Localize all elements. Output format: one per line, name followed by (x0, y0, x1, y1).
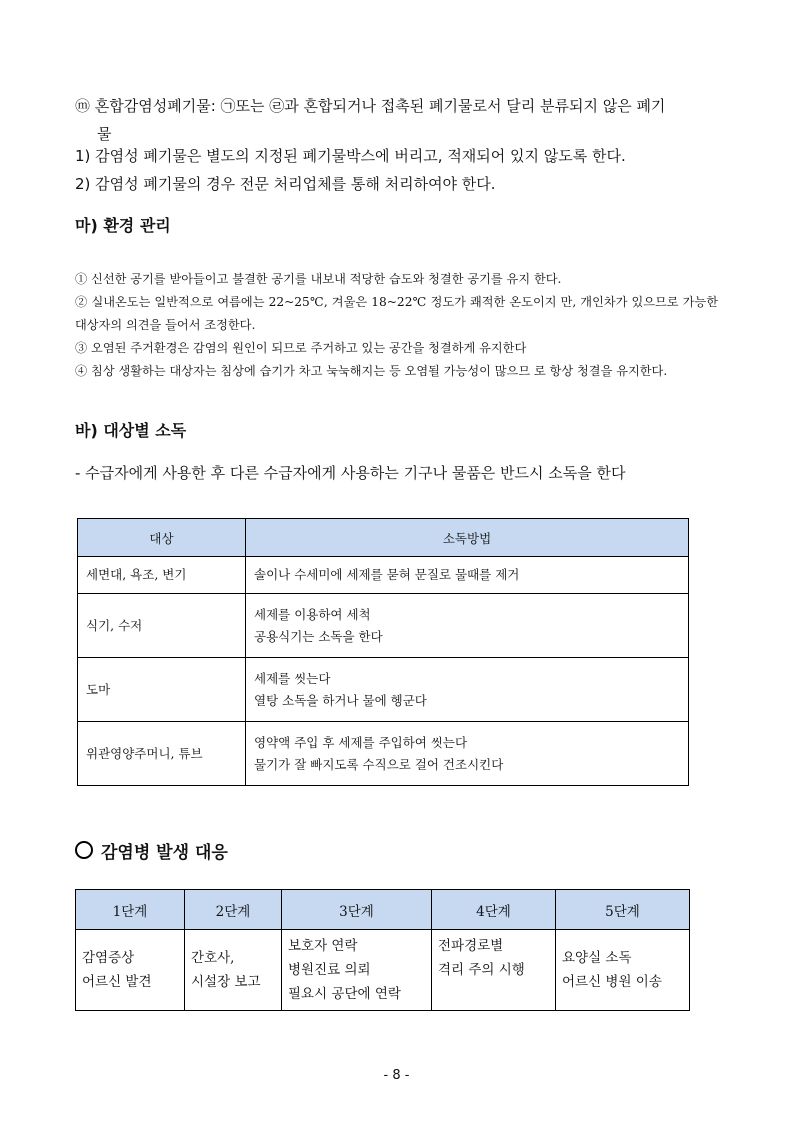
step-cell-5 (556, 930, 690, 1011)
env-item-3: ③ 오염된 주거환경은 감염의 원인이 되므로 주거하고 있는 공간을 청결하게 유지한다 (75, 341, 527, 355)
method-line: 영약액 주입 후 세제를 주입하여 씻는다 (254, 734, 468, 750)
row-target: 도마 (78, 658, 246, 722)
table-row (78, 722, 689, 786)
step-header-2: 2단계 (185, 890, 282, 930)
env-heading: 마) 환경 관리 (75, 216, 171, 235)
env-list (75, 268, 718, 383)
item-text-continued: 물 (97, 125, 112, 143)
step-line: 감염증상 (82, 950, 135, 966)
step-line: 필요시 공단에 연락 (288, 986, 401, 1002)
method-line: 공용식기는 소독을 한다 (254, 628, 383, 644)
step-cell-3 (282, 930, 432, 1011)
method-line: 솔이나 수세미에 세제를 묻혀 문질로 물때를 제거 (254, 567, 520, 582)
step-line: 보호자 연락 (288, 938, 358, 954)
step-header-5: 5단계 (556, 890, 690, 930)
steps-header-row (76, 890, 690, 930)
method-line: 물기가 잘 빠지도록 수직으로 걸어 건조시킨다 (254, 756, 504, 772)
row-method (246, 557, 689, 594)
step-line: 요양실 소독 (562, 950, 632, 966)
item-marker: ⓜ (75, 97, 91, 115)
method-line: 세제를 씻는다 (254, 670, 331, 686)
page-number: - 8 - (383, 1068, 410, 1083)
step-header-3: 3단계 (282, 890, 432, 930)
mixed-waste-item (75, 92, 725, 148)
row-target: 세면대, 욕조, 변기 (78, 557, 246, 594)
table-row (78, 594, 689, 658)
table-header-row (78, 519, 689, 557)
step-line: 격리 주의 시행 (438, 962, 525, 978)
row-target: 식기, 수저 (78, 594, 246, 658)
step-header-1: 1단계 (76, 890, 185, 930)
env-item-2: ② 실내온도는 일반적으로 여름에는 22~25℃, 겨울은 18~22℃ 정도가 쾌적한 온도이지 만, 개인차가 있으므로 가능한 대상자의 의견을 들어서 조정한다. (75, 295, 718, 332)
step-header-4: 4단계 (432, 890, 556, 930)
row-method (246, 594, 689, 658)
step-cell-4 (432, 930, 556, 1011)
method-line: 열탕 소독을 하거나 물에 헹군다 (254, 692, 427, 708)
table-row (78, 557, 689, 594)
method-line: 세제를 이용하여 세척 (254, 606, 371, 622)
table-row (78, 658, 689, 722)
header-method: 소독방법 (246, 519, 689, 557)
infection-steps-table (75, 889, 690, 1011)
step-line: 시설장 보고 (191, 974, 261, 990)
env-item-1: ① 신선한 공기를 받아들이고 불결한 공기를 내보내 적당한 습도와 청결한 공기를 유지 한다. (75, 272, 562, 286)
step-line: 병원진료 의뢰 (288, 962, 371, 978)
steps-row (76, 930, 690, 1011)
env-item-4: ④ 침상 생활하는 대상자는 침상에 습기가 차고 눅눅해지는 등 오염될 가능성이 많으므 로 항상 청결을 유지한다. (75, 364, 668, 378)
disinfect-table (77, 518, 689, 786)
step-line: 어르신 병원 이송 (562, 974, 662, 990)
disinfect-heading: 바) 대상별 소독 (75, 421, 187, 440)
waste-rules (75, 142, 725, 198)
step-line: 어르신 발견 (82, 974, 152, 990)
waste-rule-1: 1) 감염성 폐기물은 별도의 지정된 폐기물박스에 버리고, 적재되어 있지 않도록 한다. (75, 147, 626, 165)
row-target: 위관영양주머니, 튜브 (78, 722, 246, 786)
item-text: 혼합감염성폐기물: ㉠또는 ㉣과 혼합되거나 접촉된 폐기물로서 달리 분류되지 않은 폐기 (94, 97, 666, 115)
step-line: 간호사, (191, 950, 235, 966)
step-line: 전파경로별 (438, 938, 504, 954)
row-method (246, 722, 689, 786)
header-target: 대상 (78, 519, 246, 557)
infection-heading: 감염병 발생 대응 (101, 843, 228, 863)
disinfect-note: - 수급자에게 사용한 후 다른 수급자에게 사용하는 기구나 물품은 반드시 소독을 한다 (75, 464, 626, 482)
infection-heading-wrap (75, 838, 228, 863)
circle-icon (75, 841, 93, 859)
waste-rule-2: 2) 감염성 폐기물의 경우 전문 처리업체를 통해 처리하여야 한다. (75, 175, 496, 193)
step-cell-2 (185, 930, 282, 1011)
row-method (246, 658, 689, 722)
step-cell-1 (76, 930, 185, 1011)
